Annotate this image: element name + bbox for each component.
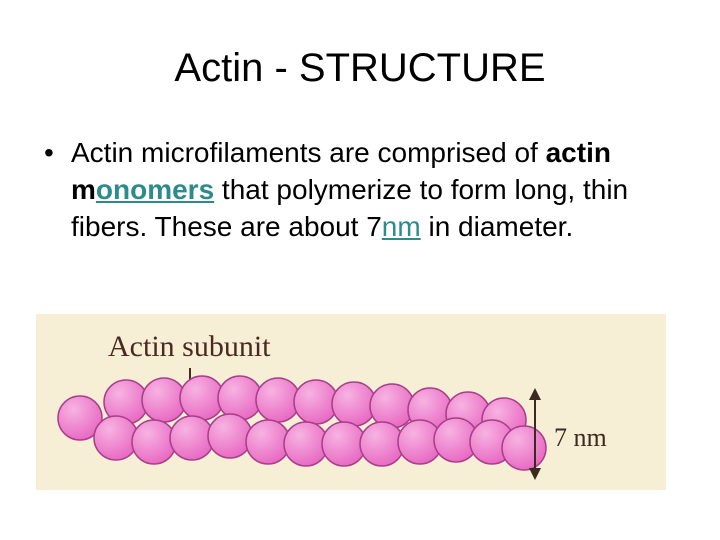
actin-bead-14 bbox=[132, 420, 176, 464]
bullet-list bbox=[44, 134, 684, 245]
actin-bead-16 bbox=[208, 414, 252, 458]
actin-subunit-label: Actin subunit bbox=[108, 330, 271, 363]
actin-bead-8 bbox=[370, 384, 414, 428]
bullet-text-1: Actin microfilaments are comprised of bbox=[71, 137, 546, 168]
bullet-text-bold: actin m bbox=[71, 137, 611, 205]
monomers-link[interactable]: onomers bbox=[95, 174, 215, 205]
bullet-marker: • bbox=[44, 137, 54, 168]
slide-title: Actin - STRUCTURE bbox=[174, 46, 546, 90]
actin-filament-illustration bbox=[36, 314, 666, 490]
bullet-text-3: in diameter. bbox=[420, 211, 574, 242]
actin-filament-figure bbox=[36, 314, 666, 490]
bullet-item bbox=[44, 134, 684, 245]
nm-link[interactable]: nm bbox=[381, 211, 421, 242]
actin-bead-13 bbox=[94, 416, 138, 460]
bullet-text-2: that polymerize to form long, thin fibers. These are about 7 bbox=[71, 174, 629, 242]
diameter-label: 7 nm bbox=[554, 423, 607, 452]
actin-bead-24 bbox=[502, 426, 546, 470]
